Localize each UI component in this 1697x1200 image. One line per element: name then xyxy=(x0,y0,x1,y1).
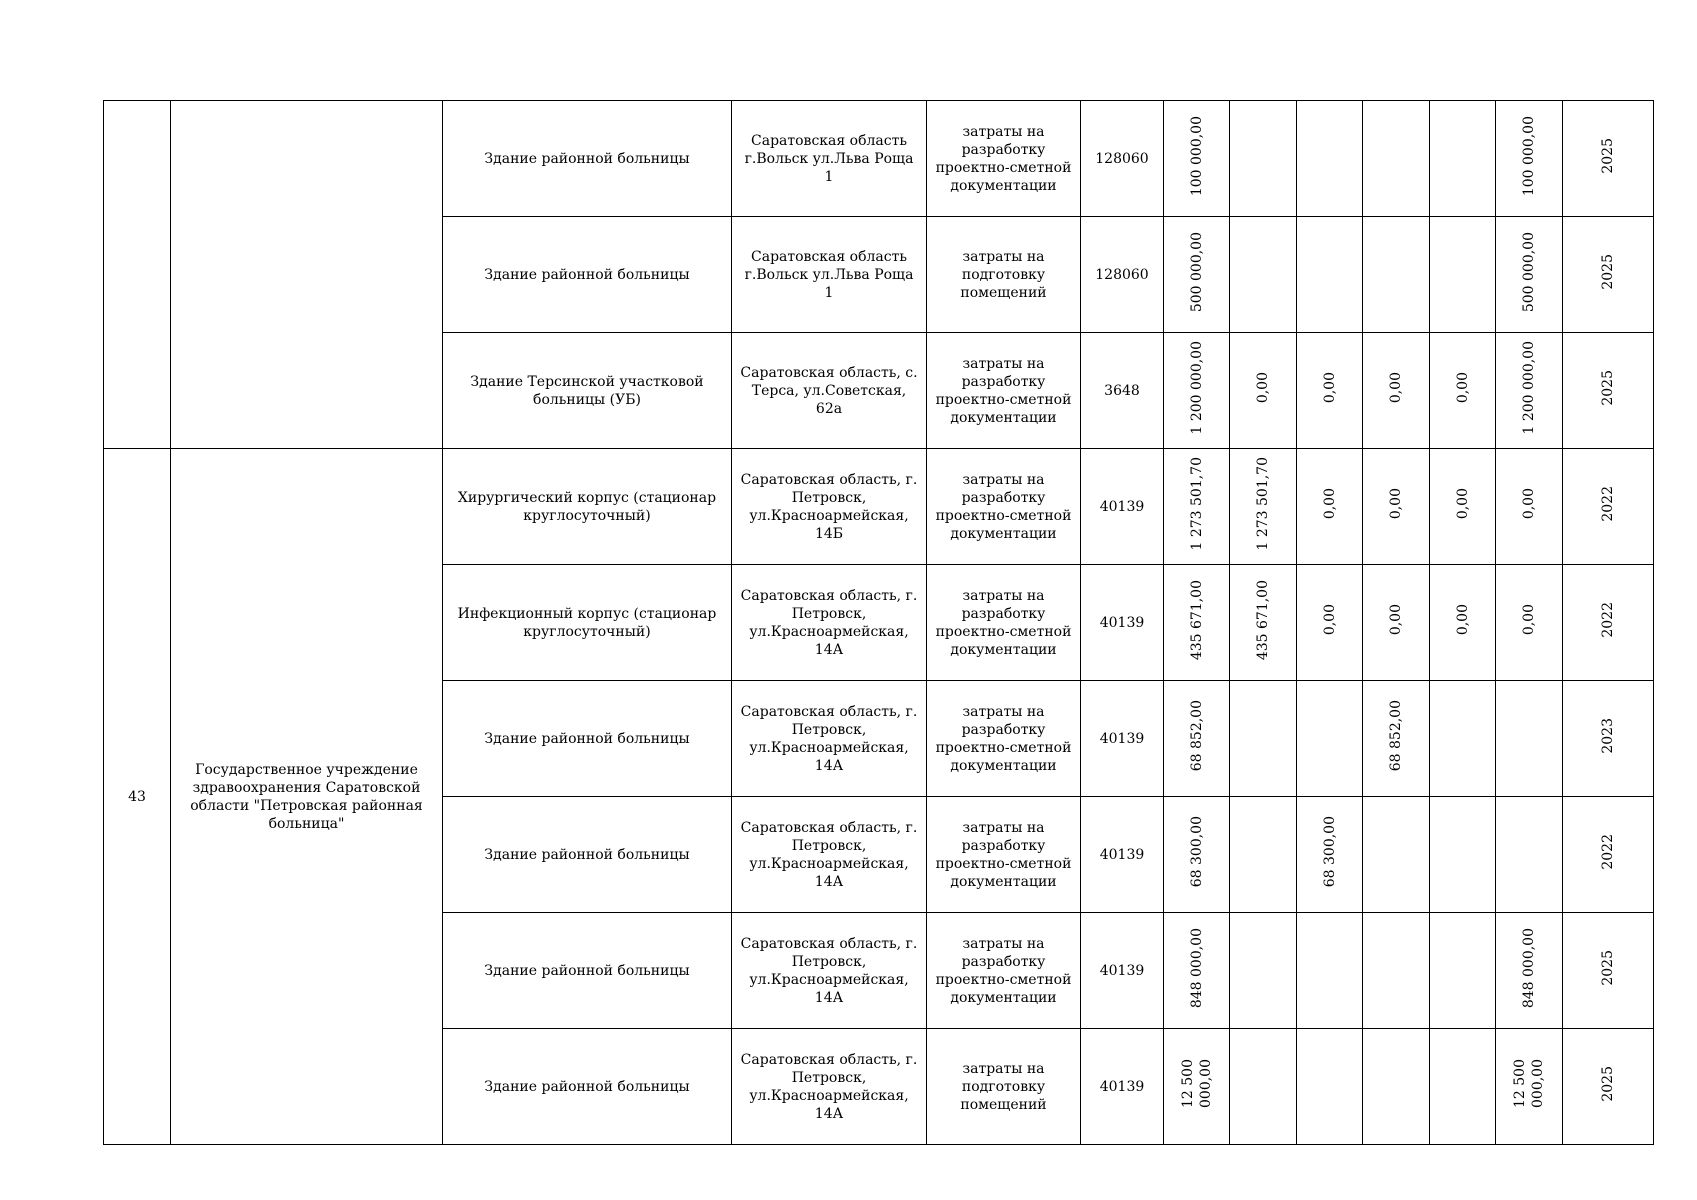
address-cell: Саратовская область, г. Петровск, ул.Красноармейская, 14А xyxy=(732,681,927,797)
amount-col-2-cell xyxy=(1297,217,1363,333)
total-amount-text: 12 500 000,00 xyxy=(1179,1059,1214,1109)
code-cell: 3648 xyxy=(1081,333,1164,449)
amount-col-5-cell xyxy=(1496,565,1563,681)
amount-col-5-text: 500 000,00 xyxy=(1521,231,1537,313)
amount-col-4-cell xyxy=(1430,101,1496,217)
object-name-cell: Здание районной больницы xyxy=(443,101,732,217)
amount-col-2-text: 68 300,00 xyxy=(1321,816,1338,888)
purpose-cell: затраты на разработку проектно-сметной документации xyxy=(927,101,1081,217)
amount-col-4-text: 0,00 xyxy=(1454,604,1471,636)
total-amount-text: 100 000,00 xyxy=(1188,115,1205,197)
amount-col-5-cell xyxy=(1496,333,1563,449)
amount-col-5-text: 100 000,00 xyxy=(1521,115,1537,197)
row-number-cell xyxy=(104,101,171,449)
total-amount-cell xyxy=(1164,681,1230,797)
year-cell xyxy=(1563,449,1654,565)
object-name-cell: Здание районной больницы xyxy=(443,1029,732,1145)
address-cell: Саратовская область г.Вольск ул.Льва Роща 1 xyxy=(732,217,927,333)
address-cell: Саратовская область, г. Петровск, ул.Красноармейская, 14А xyxy=(732,797,927,913)
amount-col-5-text: 848 000,00 xyxy=(1521,927,1537,1009)
total-amount-text: 500 000,00 xyxy=(1188,231,1205,313)
amount-col-2-cell xyxy=(1297,449,1363,565)
amount-col-5-cell xyxy=(1496,101,1563,217)
year-cell xyxy=(1563,101,1654,217)
amount-col-4-cell xyxy=(1430,449,1496,565)
year-cell xyxy=(1563,797,1654,913)
amount-col-1-cell xyxy=(1230,101,1297,217)
amount-col-5-text: 0,00 xyxy=(1521,604,1537,636)
amount-col-4-text: 0,00 xyxy=(1454,372,1471,404)
code-cell: 40139 xyxy=(1081,1029,1164,1145)
year-text: 2022 xyxy=(1600,486,1616,522)
total-amount-cell xyxy=(1164,217,1230,333)
total-amount-cell xyxy=(1164,797,1230,913)
address-cell: Саратовская область г.Вольск ул.Льва Роща 1 xyxy=(732,101,927,217)
code-cell: 40139 xyxy=(1081,681,1164,797)
amount-col-3-cell xyxy=(1363,681,1430,797)
total-amount-cell xyxy=(1164,449,1230,565)
code-cell: 40139 xyxy=(1081,565,1164,681)
year-cell xyxy=(1563,565,1654,681)
amount-col-2-cell xyxy=(1297,565,1363,681)
amount-col-3-text: 0,00 xyxy=(1388,488,1404,520)
amount-col-1-cell xyxy=(1230,449,1297,565)
object-name-cell: Здание районной больницы xyxy=(443,217,732,333)
address-cell: Саратовская область, г. Петровск, ул.Красноармейская, 14А xyxy=(732,1029,927,1145)
total-amount-text: 435 671,00 xyxy=(1188,579,1205,661)
amount-col-5-cell xyxy=(1496,1029,1563,1145)
address-cell: Саратовская область, г. Петровск, ул.Красноармейская, 14Б xyxy=(732,449,927,565)
year-text: 2025 xyxy=(1600,138,1616,174)
amount-col-3-cell xyxy=(1363,217,1430,333)
amount-col-5-cell xyxy=(1496,797,1563,913)
amount-col-2-text: 0,00 xyxy=(1321,488,1338,520)
purpose-cell: затраты на разработку проектно-сметной документации xyxy=(927,449,1081,565)
total-amount-cell xyxy=(1164,565,1230,681)
year-text: 2025 xyxy=(1600,1066,1616,1102)
investment-table xyxy=(103,100,1654,1145)
code-cell: 40139 xyxy=(1081,449,1164,565)
amount-col-3-text: 0,00 xyxy=(1388,604,1404,636)
address-cell: Саратовская область, г. Петровск, ул.Красноармейская, 14А xyxy=(732,913,927,1029)
amount-col-5-cell xyxy=(1496,681,1563,797)
amount-col-2-text: 0,00 xyxy=(1321,372,1338,404)
object-name-cell: Здание районной больницы xyxy=(443,681,732,797)
amount-col-4-cell xyxy=(1430,681,1496,797)
amount-col-2-cell xyxy=(1297,913,1363,1029)
total-amount-cell xyxy=(1164,333,1230,449)
amount-col-5-cell xyxy=(1496,217,1563,333)
amount-col-3-cell xyxy=(1363,565,1430,681)
amount-col-1-cell xyxy=(1230,1029,1297,1145)
purpose-cell: затраты на разработку проектно-сметной документации xyxy=(927,565,1081,681)
amount-col-1-cell xyxy=(1230,797,1297,913)
organization-cell: Государственное учреждение здравоохранения Саратовской области "Петровская районная больница" xyxy=(171,449,443,1145)
code-cell: 128060 xyxy=(1081,217,1164,333)
year-cell xyxy=(1563,217,1654,333)
table-row xyxy=(104,101,1654,217)
amount-col-2-cell xyxy=(1297,797,1363,913)
amount-col-1-text: 1 273 501,70 xyxy=(1255,457,1271,551)
amount-col-5-cell xyxy=(1496,449,1563,565)
object-name-cell: Хирургический корпус (стационар круглосуточный) xyxy=(443,449,732,565)
code-cell: 40139 xyxy=(1081,913,1164,1029)
amount-col-3-text: 68 852,00 xyxy=(1388,700,1404,772)
amount-col-4-cell xyxy=(1430,1029,1496,1145)
year-text: 2023 xyxy=(1600,718,1616,754)
object-name-cell: Инфекционный корпус (стационар круглосуточный) xyxy=(443,565,732,681)
amount-col-5-cell xyxy=(1496,913,1563,1029)
amount-col-5-text: 1 200 000,00 xyxy=(1521,341,1537,435)
purpose-cell: затраты на подготовку помещений xyxy=(927,217,1081,333)
purpose-cell: затраты на подготовку помещений xyxy=(927,1029,1081,1145)
amount-col-2-cell xyxy=(1297,1029,1363,1145)
total-amount-text: 1 200 000,00 xyxy=(1188,341,1205,435)
total-amount-text: 848 000,00 xyxy=(1188,927,1205,1009)
year-text: 2025 xyxy=(1600,950,1616,986)
amount-col-3-cell xyxy=(1363,913,1430,1029)
amount-col-1-cell xyxy=(1230,913,1297,1029)
purpose-cell: затраты на разработку проектно-сметной документации xyxy=(927,913,1081,1029)
object-name-cell: Здание районной больницы xyxy=(443,913,732,1029)
amount-col-5-text: 12 500 000,00 xyxy=(1512,1059,1546,1109)
amount-col-1-text: 435 671,00 xyxy=(1255,579,1271,661)
amount-col-1-cell xyxy=(1230,681,1297,797)
amount-col-1-text: 0,00 xyxy=(1255,372,1271,404)
amount-col-3-text: 0,00 xyxy=(1388,372,1404,404)
row-number-cell: 43 xyxy=(104,449,171,1145)
purpose-cell: затраты на разработку проектно-сметной документации xyxy=(927,797,1081,913)
total-amount-text: 1 273 501,70 xyxy=(1188,457,1205,551)
amount-col-2-cell xyxy=(1297,333,1363,449)
total-amount-cell xyxy=(1164,101,1230,217)
purpose-cell: затраты на разработку проектно-сметной документации xyxy=(927,681,1081,797)
address-cell: Саратовская область, с. Терса, ул.Советская, 62а xyxy=(732,333,927,449)
total-amount-text: 68 300,00 xyxy=(1188,816,1205,888)
amount-col-4-cell xyxy=(1430,565,1496,681)
year-text: 2022 xyxy=(1600,602,1616,638)
year-text: 2022 xyxy=(1600,834,1616,870)
amount-col-4-cell xyxy=(1430,913,1496,1029)
amount-col-2-cell xyxy=(1297,101,1363,217)
amount-col-3-cell xyxy=(1363,101,1430,217)
purpose-cell: затраты на разработку проектно-сметной документации xyxy=(927,333,1081,449)
amount-col-3-cell xyxy=(1363,449,1430,565)
object-name-cell: Здание Терсинской участковой больницы (УБ) xyxy=(443,333,732,449)
organization-cell xyxy=(171,101,443,449)
year-cell xyxy=(1563,913,1654,1029)
year-text: 2025 xyxy=(1600,370,1616,406)
total-amount-cell xyxy=(1164,1029,1230,1145)
amount-col-1-cell xyxy=(1230,333,1297,449)
amount-col-1-cell xyxy=(1230,217,1297,333)
code-cell: 128060 xyxy=(1081,101,1164,217)
amount-col-5-text: 0,00 xyxy=(1521,488,1537,520)
object-name-cell: Здание районной больницы xyxy=(443,797,732,913)
amount-col-4-cell xyxy=(1430,333,1496,449)
year-cell xyxy=(1563,681,1654,797)
total-amount-text: 68 852,00 xyxy=(1188,700,1205,772)
code-cell: 40139 xyxy=(1081,797,1164,913)
amount-col-2-cell xyxy=(1297,681,1363,797)
year-cell xyxy=(1563,1029,1654,1145)
year-text: 2025 xyxy=(1600,254,1616,290)
year-cell xyxy=(1563,333,1654,449)
amount-col-3-cell xyxy=(1363,1029,1430,1145)
amount-col-3-cell xyxy=(1363,797,1430,913)
amount-col-3-cell xyxy=(1363,333,1430,449)
amount-col-4-cell xyxy=(1430,217,1496,333)
amount-col-2-text: 0,00 xyxy=(1321,604,1338,636)
amount-col-4-cell xyxy=(1430,797,1496,913)
amount-col-4-text: 0,00 xyxy=(1454,488,1471,520)
table-row xyxy=(104,449,1654,565)
total-amount-cell xyxy=(1164,913,1230,1029)
address-cell: Саратовская область, г. Петровск, ул.Красноармейская, 14А xyxy=(732,565,927,681)
amount-col-1-cell xyxy=(1230,565,1297,681)
